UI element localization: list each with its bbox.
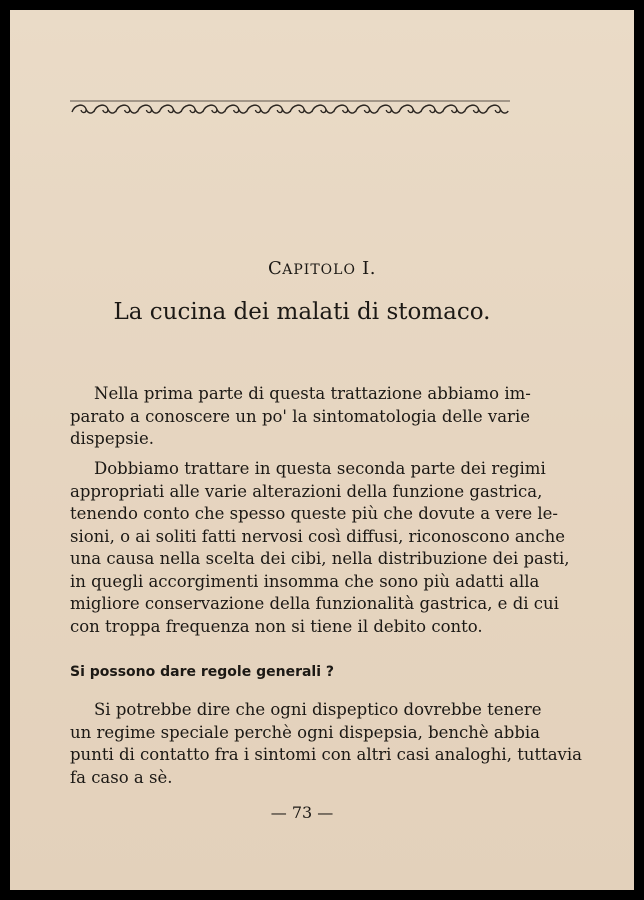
ornament-wave — [203, 105, 225, 113]
chapter-word: APITOLO — [282, 262, 356, 278]
book-page — [10, 10, 634, 890]
paragraph-line: migliore conservazione della funzionalità gastrica, e di cui — [70, 594, 559, 613]
chapter-title: La cucina dei malati di stomaco. — [113, 299, 491, 325]
paragraph-line: dispepsie. — [70, 429, 154, 448]
paragraph-3 — [70, 699, 582, 789]
ornament-wave — [225, 105, 247, 113]
ornament-wave — [268, 105, 290, 113]
ornament-wave — [137, 105, 159, 113]
paragraph-line: Dobbiamo trattare in questa seconda parte dei regimi — [94, 459, 546, 478]
paragraph-line: con troppa frequenza non si tiene il debito conto. — [70, 616, 483, 636]
ornament-wave — [290, 105, 312, 113]
ornament-wave — [399, 105, 421, 113]
paragraph-line: una causa nella scelta dei cibi, nella distribuzione dei pasti, — [70, 549, 570, 568]
decorative-border-ornament — [70, 98, 510, 122]
chapter-initial: C — [267, 258, 283, 279]
ornament-wave — [246, 105, 268, 113]
paragraph-line: un regime speciale perchè ogni dispepsia, benchè abbia — [70, 722, 540, 742]
ornament-wave — [355, 105, 377, 113]
ornament-wave — [421, 105, 443, 113]
chapter-heading — [10, 258, 634, 279]
paragraph-line: in quegli accorgimenti insomma che sono più adatti alla — [70, 571, 540, 591]
ornament-wave — [443, 105, 465, 113]
ornament-wave — [312, 105, 334, 113]
ornament-wave — [181, 105, 203, 113]
paragraph-1 — [70, 383, 530, 451]
chapter-numeral: I. — [362, 258, 376, 279]
ornament-wave — [159, 105, 181, 113]
ornament-wave — [486, 105, 508, 113]
paragraph-line: appropriati alle varie alterazioni della funzione gastrica, — [70, 481, 543, 501]
ornament-wave — [464, 105, 486, 113]
page-number: — 73 — — [270, 803, 334, 822]
paragraph-line: Nella prima parte di questa trattazione abbiamo im- — [94, 384, 531, 403]
paragraph-line: punti di contatto fra i sintomi con altri casi analoghi, tuttavia — [70, 745, 582, 764]
ornament-wave — [94, 105, 116, 113]
section-subheading: Si possono dare regole generali ? — [70, 664, 335, 680]
paragraph-line: sioni, o ai soliti fatti nervosi così diffusi, riconoscono anche — [70, 526, 565, 546]
ornament-wave — [116, 105, 138, 113]
ornament-wave — [72, 105, 94, 113]
paragraph-line: fa caso a sè. — [70, 767, 173, 787]
paragraph-line: Si potrebbe dire che ogni dispeptico dovrebbe tenere — [94, 700, 542, 719]
paragraph-line: tenendo conto che spesso queste più che dovute a vere le- — [70, 504, 558, 523]
ornament-wave — [334, 105, 356, 113]
paragraph-2 — [70, 458, 570, 638]
paragraph-line: parato a conoscere un po' la sintomatologia delle varie — [70, 406, 530, 426]
ornament-wave — [377, 105, 399, 113]
